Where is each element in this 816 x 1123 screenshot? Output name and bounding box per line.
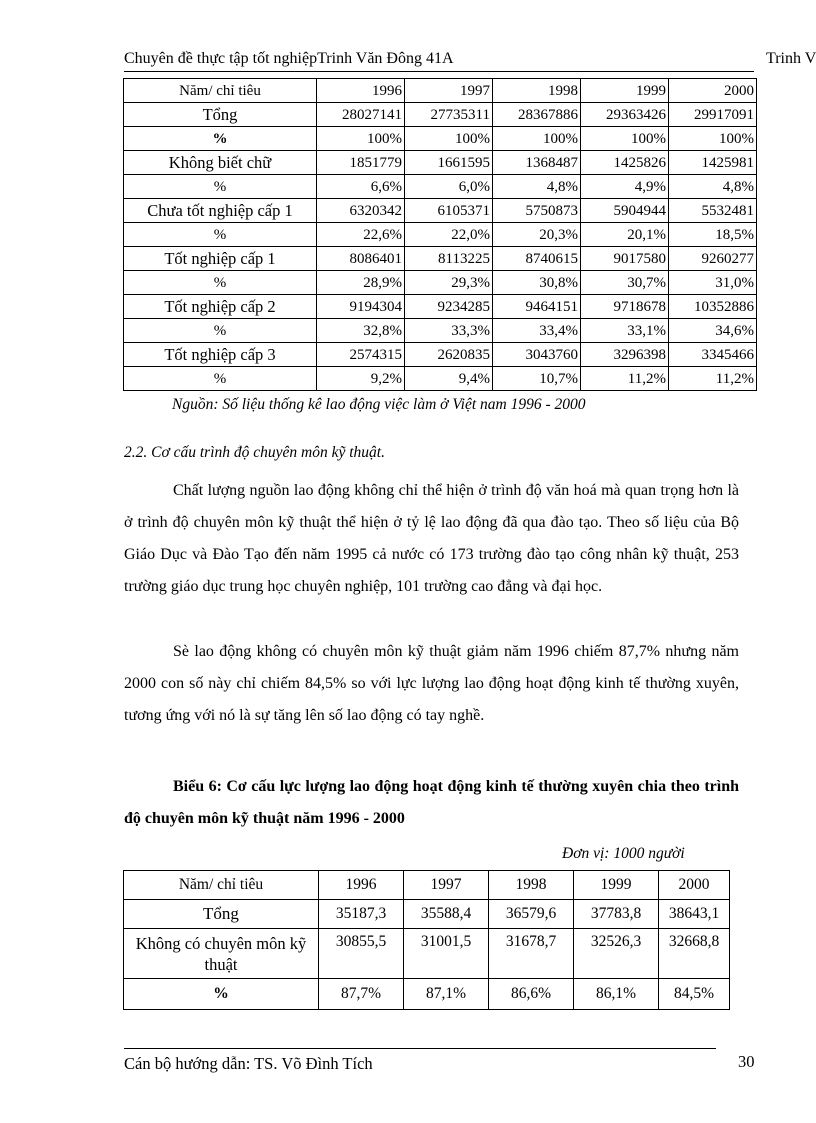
paragraph-text: Sè lao động không có chuyên môn kỹ thuật giảm năm 1996 chiếm 87,7% nhưng năm 2000 con số này chỉ chiếm 84,5% so với lực lượng lao động hoạt động kinh tế thường xuyên, tương ứng với nó là sự tăng lên số lao động có tay nghề. [124, 643, 739, 724]
table-cell: 33,4% [493, 319, 581, 343]
table-cell: 11,2% [581, 367, 669, 391]
table-cell: 32668,8 [659, 929, 730, 979]
row-label: % [124, 979, 319, 1010]
education-level-table [123, 78, 757, 391]
table-header-cell: 1999 [581, 79, 669, 103]
table-source-note: Nguồn: Số liệu thống kê lao động việc làm ở Việt nam 1996 - 2000 [172, 396, 586, 413]
footer-rule [124, 1048, 716, 1049]
table-cell: 10352886 [669, 295, 757, 319]
row-label: % [124, 223, 317, 247]
table-cell: 29917091 [669, 103, 757, 127]
table-cell: 22,0% [405, 223, 493, 247]
table-cell: 38643,1 [659, 900, 730, 929]
section-heading: 2.2. Cơ cấu trình độ chuyên môn kỹ thuật. [124, 444, 385, 461]
table-cell: 3296398 [581, 343, 669, 367]
table-cell: 3345466 [669, 343, 757, 367]
table-cell: 28,9% [317, 271, 405, 295]
table-cell: 30,7% [581, 271, 669, 295]
table-cell: 34,6% [669, 319, 757, 343]
row-label: Tốt nghiệp cấp 3 [124, 343, 317, 367]
table-row [124, 929, 730, 979]
table-cell: 4,8% [669, 175, 757, 199]
table-cell: 31678,7 [489, 929, 574, 979]
table-cell: 1425981 [669, 151, 757, 175]
table-cell: 9,2% [317, 367, 405, 391]
table-header-cell: 2000 [659, 871, 730, 900]
row-label: Chưa tốt nghiệp cấp 1 [124, 199, 317, 223]
table-row [124, 319, 757, 343]
table-cell: 86,6% [489, 979, 574, 1010]
table-cell: 4,8% [493, 175, 581, 199]
table-cell: 86,1% [574, 979, 659, 1010]
table-cell: 10,7% [493, 367, 581, 391]
table-header-cell: 1998 [493, 79, 581, 103]
header-author-cut: Trinh V [766, 50, 816, 67]
table-cell: 100% [669, 127, 757, 151]
table-header-row [124, 871, 730, 900]
table-cell: 30855,5 [319, 929, 404, 979]
table-header-cell: Năm/ chỉ tiêu [124, 871, 319, 900]
table-cell: 9,4% [405, 367, 493, 391]
table-cell: 4,9% [581, 175, 669, 199]
row-label: % [124, 127, 317, 151]
table-cell: 87,7% [319, 979, 404, 1010]
table-row [124, 175, 757, 199]
table-cell: 9234285 [405, 295, 493, 319]
table-cell: 87,1% [404, 979, 489, 1010]
table-cell: 6320342 [317, 199, 405, 223]
header-title: Chuyên đề thực tập tốt nghiệpTrinh Văn Đông 41A [124, 50, 454, 67]
table-header-row [124, 79, 757, 103]
row-label: % [124, 175, 317, 199]
table-cell: 11,2% [669, 367, 757, 391]
table-cell: 33,1% [581, 319, 669, 343]
row-label: Tốt nghiệp cấp 1 [124, 247, 317, 271]
table-cell: 31001,5 [404, 929, 489, 979]
table-cell: 1368487 [493, 151, 581, 175]
table-row [124, 295, 757, 319]
footer-supervisor: Cán bộ hướng dẫn: TS. Võ Đình Tích [124, 1054, 373, 1073]
table-cell: 9718678 [581, 295, 669, 319]
caption-text: Biểu 6: Cơ cấu lực lượng lao động hoạt động kinh tế thường xuyên chia theo trình độ chuyên môn kỹ thuật năm 1996 - 2000 [124, 778, 739, 827]
table-row [124, 127, 757, 151]
table-row [124, 103, 757, 127]
row-label: Không có chuyên môn kỹ thuật [124, 929, 319, 979]
figure-caption [124, 771, 739, 835]
table-cell: 35588,4 [404, 900, 489, 929]
row-label: Tổng [124, 103, 317, 127]
table-cell: 5750873 [493, 199, 581, 223]
table-cell: 28027141 [317, 103, 405, 127]
table-cell: 6,6% [317, 175, 405, 199]
table-cell: 9194304 [317, 295, 405, 319]
table-header-cell: 1997 [404, 871, 489, 900]
header-rule [124, 71, 754, 72]
table-header-cell: 1996 [319, 871, 404, 900]
table-cell: 5532481 [669, 199, 757, 223]
table-cell: 31,0% [669, 271, 757, 295]
table-cell: 27735311 [405, 103, 493, 127]
table-row [124, 247, 757, 271]
table-cell: 32526,3 [574, 929, 659, 979]
table-cell: 18,5% [669, 223, 757, 247]
table-cell: 1851779 [317, 151, 405, 175]
table-cell: 100% [405, 127, 493, 151]
paragraph [124, 475, 739, 603]
table-cell: 100% [317, 127, 405, 151]
row-label: % [124, 367, 317, 391]
table-header-cell: 2000 [669, 79, 757, 103]
page-number: 30 [738, 1052, 755, 1071]
table-cell: 5904944 [581, 199, 669, 223]
table-cell: 9464151 [493, 295, 581, 319]
table-row [124, 900, 730, 929]
table-cell: 6,0% [405, 175, 493, 199]
row-label: Tốt nghiệp cấp 2 [124, 295, 317, 319]
table-row [124, 223, 757, 247]
table-cell: 1425826 [581, 151, 669, 175]
table-header-cell: 1998 [489, 871, 574, 900]
unit-note: Đơn vị: 1000 người [562, 845, 685, 862]
table-header-cell: 1999 [574, 871, 659, 900]
table-cell: 36579,6 [489, 900, 574, 929]
paragraph [124, 636, 739, 732]
row-label: Tổng [124, 900, 319, 929]
table-cell: 1661595 [405, 151, 493, 175]
table-cell: 29,3% [405, 271, 493, 295]
table-cell: 32,8% [317, 319, 405, 343]
table-cell: 2574315 [317, 343, 405, 367]
table-cell: 6105371 [405, 199, 493, 223]
paragraph-text: Chất lượng nguồn lao động không chỉ thể hiện ở trình độ văn hoá mà quan trọng hơn là ở trình độ chuyên môn kỹ thuật thể hiện ở tỷ lệ lao động đã qua đào tạo. Theo số liệu của Bộ Giáo Dục và Đào Tạo đến năm 1995 cả nước có 173 trường đào tạo công nhân kỹ thuật, 253 trường giáo dục trung học chuyên nghiệp, 101 trường cao đẳng và đại học. [124, 482, 739, 595]
table-row [124, 199, 757, 223]
table-cell: 29363426 [581, 103, 669, 127]
table-cell: 9017580 [581, 247, 669, 271]
table-cell: 3043760 [493, 343, 581, 367]
table-cell: 100% [493, 127, 581, 151]
table-cell: 2620835 [405, 343, 493, 367]
table-cell: 22,6% [317, 223, 405, 247]
table-cell: 8086401 [317, 247, 405, 271]
table-header-cell: 1996 [317, 79, 405, 103]
table-cell: 33,3% [405, 319, 493, 343]
table-cell: 84,5% [659, 979, 730, 1010]
table-cell: 20,3% [493, 223, 581, 247]
table-cell: 28367886 [493, 103, 581, 127]
table-row [124, 367, 757, 391]
table-cell: 35187,3 [319, 900, 404, 929]
row-label: % [124, 271, 317, 295]
table-cell: 37783,8 [574, 900, 659, 929]
table-cell: 8740615 [493, 247, 581, 271]
table-header-cell: 1997 [405, 79, 493, 103]
row-label: Không biết chữ [124, 151, 317, 175]
table-header-cell: Năm/ chỉ tiêu [124, 79, 317, 103]
table-cell: 9260277 [669, 247, 757, 271]
table-cell: 100% [581, 127, 669, 151]
technical-skill-table [123, 870, 730, 1010]
table-row [124, 271, 757, 295]
table-cell: 20,1% [581, 223, 669, 247]
table-row [124, 979, 730, 1010]
table-cell: 30,8% [493, 271, 581, 295]
table-cell: 8113225 [405, 247, 493, 271]
row-label: % [124, 319, 317, 343]
table-row [124, 151, 757, 175]
table-row [124, 343, 757, 367]
